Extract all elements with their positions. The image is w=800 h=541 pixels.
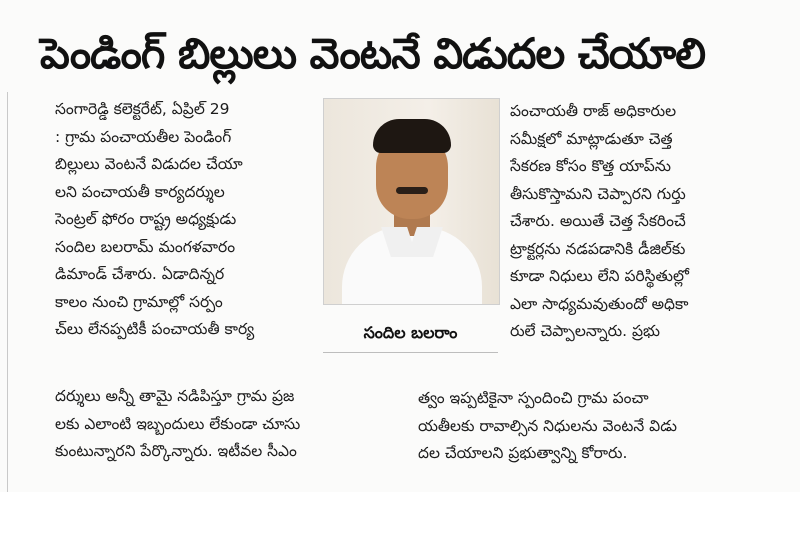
left-line-9: చ్‌లు లేనప్పటికీ పంచాయతీ కార్య [55,320,255,338]
left-line-11: లకు ఎలాంటి ఇబ్బందులు లేకుండా చూసు [55,414,301,433]
left-line-5: సెంట్రల్ ఫోరం రాష్ట్ర అధ్యక్షుడు [55,210,237,228]
left-line-6: సందిల బలరామ్ మంగళవారం [55,237,236,256]
right-line-9: రులే చెప్పాలన్నారు. ప్రభు [510,322,661,340]
left-line-10: దర్శులు అన్నీ తామై నడిపిస్తూ గ్రామ ప్రజ [55,387,295,405]
left-line-7: డిమాండ్ చేశారు. ఏడాదిన్నర [55,265,225,283]
right-line-2: సమీక్షలో మాట్లాడుతూ చెత్త [510,129,673,148]
left-column-rule [7,92,8,492]
right-line-3: సేకరణ కోసం కొత్త యాప్‌ను [510,157,671,175]
right-line-4: తీసుకొస్తామని చెప్పారని గుర్తు [510,184,686,203]
article-headline: పెండింగ్ బిల్లులు వెంటనే విడుదల చేయాలి [40,29,706,78]
bottom-right-line-2: యతీలకు రావాల్సిన నిధులను వెంటనే విడు [418,416,678,435]
cropped-previous-text-strip [0,0,800,12]
right-line-8: ఎలా సాధ్యమవుతుందో అధికా [510,294,689,313]
left-wide-lines [55,383,395,466]
left-line-2: : గ్రామ పంచాయతీల పెండింగ్ [55,127,232,146]
photo-caption: సందిల బలరాం [363,323,458,342]
right-line-6: ట్రాక్టర్లను నడపడానికి డీజిల్‌కు [510,239,686,258]
bottom-right-line-3: దల చేయాలని ప్రభుత్వాన్ని కోరారు. [418,444,628,462]
caption-rule [323,352,498,353]
right-line-7: కూడా నిధులు లేని పరిస్థితుల్లో [510,267,689,285]
bottom-right-lines [418,385,730,468]
left-line-4: లని పంచాయతీ కార్యదర్శుల [55,182,225,201]
portrait-photo [323,98,500,305]
left-column [55,96,307,344]
right-line-1: పంచాయతీ రాజ్ అధికారుల [510,102,677,120]
left-line-1: సంగారెడ్డి కలెక్టరేట్, ఏప్రిల్ 29 [55,100,230,118]
bottom-right-line-1: త్వం ఇప్పటికైనా స్పందించి గ్రామ పంచా [418,389,649,407]
left-line-3: బిల్లులు వెంటనే విడుదల చేయా [55,155,243,173]
left-line-8: కాలం నుంచి గ్రామాల్లో సర్పం [55,292,223,311]
right-line-5: చేశారు. అయితే చెత్త సేకరించే [510,212,686,230]
right-column [510,98,772,346]
left-line-12: కుంటున్నారని పేర్కొన్నారు. ఇటీవల సీఎం [55,442,297,460]
